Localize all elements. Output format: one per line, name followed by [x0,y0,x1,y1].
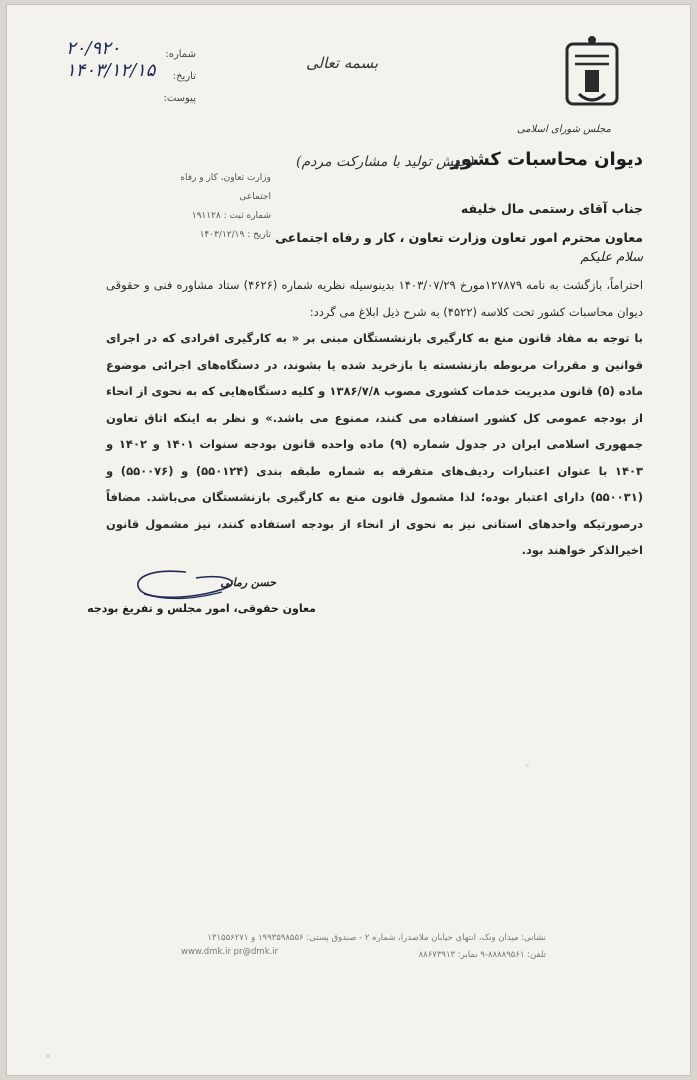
letter-meta [66,38,196,110]
body-paragraph-1: احتراماً، بازگشت به نامه ۱۲۷۸۷۹مورخ ۱۴۰۳/۰۷/۲۹ بدینوسیله نظریه شماره (۴۶۲۶) ستاد مشاوره فنی و حقوقی دیوان محاسبات کشور تحت کلاسه (۴۵۲۲) به شرح ذیل ابلاغ می گردد: [106,278,644,319]
recipients-block [275,194,643,252]
slogan: (جهش تولید با مشارکت مردم) [296,154,475,170]
receipt-stamp [156,169,271,245]
meta-date-row [66,60,196,88]
number-label: شماره: [165,49,196,60]
parliament-label: مجلس شورای اسلامی [516,124,611,135]
meta-attachment-row [66,88,196,110]
signature-block [87,564,316,624]
footer-web: www.dmk.ir pr@dmk.ir [181,947,279,957]
signer-name: حسن رمانی [220,576,276,589]
scan-speck [46,1054,50,1058]
date-label: تاریخ: [172,71,196,82]
handwritten-date: ۱۴۰۳/۱۲/۱۵ [66,60,156,81]
letter-body [106,272,643,564]
footer-address-line: نشانی: میدان ونک، انتهای خیابان ملاصدرا، شماره ۲ - صندوق پستی: ۱۹۹۳۵۹۸۵۵۶ و ۱۳۱۵۵۶۲۷۱ [207,933,546,943]
recipient-name: جناب آقای رستمی مال خلیفه [460,201,643,216]
attachment-label: پیوست: [163,93,196,104]
signer-title: معاون حقوقی، امور مجلس و تفریغ بودجه [87,602,316,615]
greeting: سلام علیکم [580,250,643,265]
recipient-title: معاون محترم امور تعاون وزارت تعاون ، کار و رفاه اجتماعی [275,230,643,245]
scan-speck [526,764,529,767]
stamp-ministry: وزارت تعاون، کار و رفاه اجتماعی [180,173,271,202]
stamp-reg-number: شماره ثبت : ۱۹۱۱۲۸ [191,211,271,221]
bismillah: بسمه تعالی [306,54,379,72]
stamp-reg-date: تاریخ : ۱۴۰۳/۱۲/۱۹ [199,230,271,240]
letter-page [6,4,691,1076]
emblem-icon [561,34,623,114]
organization-name: دیوان محاسبات کشور [450,149,643,170]
footer-phones: تلفن: ۸۸۸۸۹۵۶۱-۹ نمابر: ۸۸۶۷۳۹۱۳ [418,950,546,960]
body-paragraph-2: با توجه به مفاد قانون منع به کارگیری بازنشستگان مبنی بر « به کارگیری افرادی که در اجرای قوانین و مقررات مربوطه بازنشسته یا بازخرید شده یا بشوند، در دستگاه‌های اجرائی موضوع ماده (۵) قانون مدیریت خدمات کشوری مصوب ۱۳۸۶/۷/۸ و کلیه دستگاه‌هایی که به نحوی از انحاء از بودجه عمومی کل کشور استفاده می کنند، ممنوع می باشد.» و نظر به اینکه اتاق تعاون جمهوری اسلامی ایران در جدول شماره (۹) ماده واحده قانون بودجه سنوات ۱۴۰۱ و ۱۴۰۲ و ۱۴۰۳ با عنوان اعتبارات ردیف‌های متفرقه به شماره طبقه بندی (۵۵۰۱۲۴) و (۵۵۰۰۷۶) و (۵۵۰۰۳۱) دارای اعتبار بوده؛ لذا مشمول قانون منع به کارگیری بازنشستگان می‌باشد. مضافاً درصورتیکه واحدهای استانی نیز به نحوی از انحاء از بودجه استفاده کنند، نیز مشمول قانون اخیرالذکر خواهند بود. [106,331,643,557]
handwritten-number: ۲۰/۹۲۰ [66,38,121,59]
